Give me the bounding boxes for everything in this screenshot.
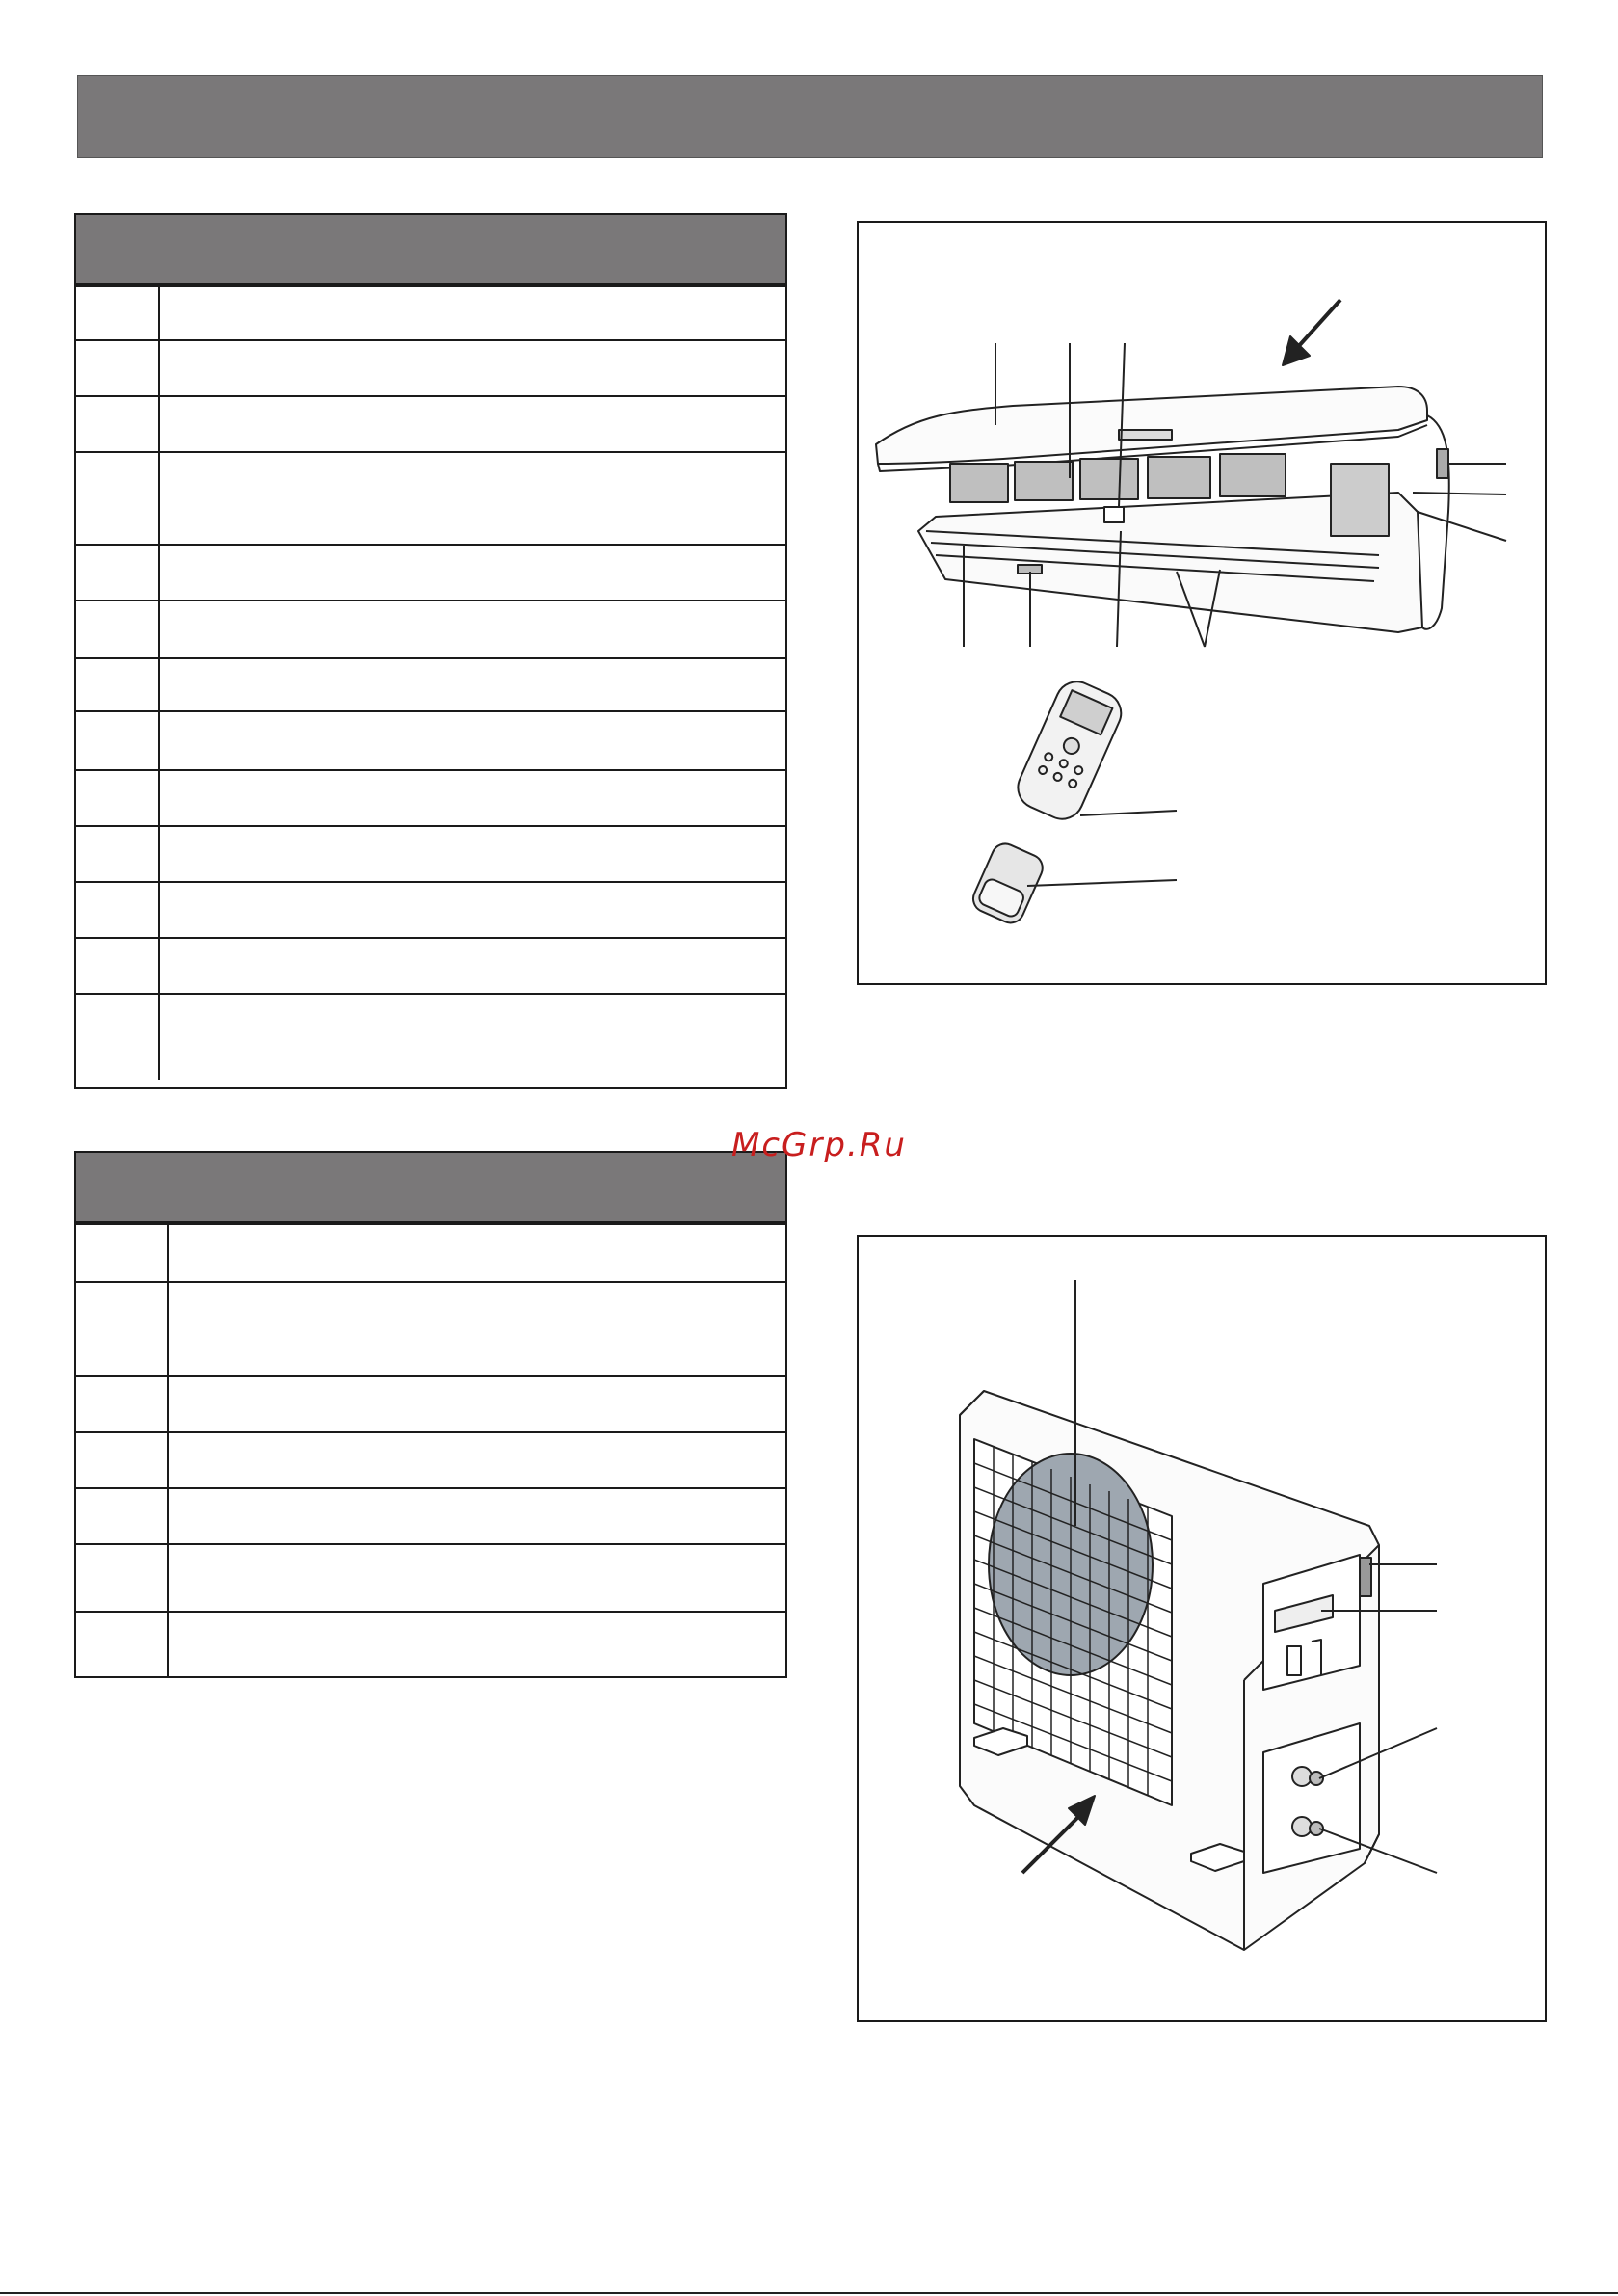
table-row bbox=[76, 600, 785, 657]
row-description-cell bbox=[160, 659, 785, 710]
table-row bbox=[76, 1487, 785, 1543]
remote-control-illustration bbox=[1011, 675, 1127, 825]
table-row bbox=[76, 1611, 785, 1676]
outdoor-unit-illustration bbox=[859, 1237, 1549, 2024]
table-row bbox=[76, 825, 785, 881]
outdoor-parts-table bbox=[74, 1151, 787, 1678]
row-description-cell bbox=[160, 883, 785, 937]
table-row bbox=[76, 395, 785, 451]
outdoor-unit-figure bbox=[857, 1235, 1547, 2022]
row-number-cell bbox=[76, 1433, 169, 1487]
row-number-cell bbox=[76, 397, 160, 451]
row-description-cell bbox=[169, 1433, 785, 1487]
row-description-cell bbox=[160, 601, 785, 657]
row-number-cell bbox=[76, 1545, 169, 1611]
table-row bbox=[76, 1431, 785, 1487]
watermark-text: McGrp.Ru bbox=[731, 1126, 907, 1164]
row-number-cell bbox=[76, 453, 160, 544]
row-number-cell bbox=[76, 939, 160, 993]
row-number-cell bbox=[76, 1377, 169, 1431]
row-number-cell bbox=[76, 712, 160, 769]
table-row bbox=[76, 451, 785, 544]
row-description-cell bbox=[160, 712, 785, 769]
row-number-cell bbox=[76, 601, 160, 657]
row-description-cell bbox=[160, 397, 785, 451]
row-number-cell bbox=[76, 1225, 169, 1281]
row-description-cell bbox=[169, 1489, 785, 1543]
table-row bbox=[76, 1375, 785, 1431]
row-description-cell bbox=[160, 771, 785, 825]
row-description-cell bbox=[160, 995, 785, 1080]
table-row bbox=[76, 937, 785, 993]
table-row bbox=[76, 769, 785, 825]
row-number-cell bbox=[76, 546, 160, 600]
row-number-cell bbox=[76, 659, 160, 710]
table-row bbox=[76, 339, 785, 395]
indoor-parts-table bbox=[74, 213, 787, 1089]
table-row bbox=[76, 993, 785, 1080]
table-row bbox=[76, 881, 785, 937]
remote-holder-illustration bbox=[968, 840, 1047, 927]
row-number-cell bbox=[76, 771, 160, 825]
table-header bbox=[76, 1153, 785, 1223]
indoor-unit-figure bbox=[857, 221, 1547, 985]
row-description-cell bbox=[169, 1283, 785, 1375]
row-description-cell bbox=[169, 1545, 785, 1611]
row-description-cell bbox=[160, 939, 785, 993]
row-number-cell bbox=[76, 883, 160, 937]
row-number-cell bbox=[76, 1613, 169, 1676]
row-description-cell bbox=[169, 1613, 785, 1676]
row-number-cell bbox=[76, 995, 160, 1080]
row-description-cell bbox=[160, 827, 785, 881]
row-number-cell bbox=[76, 1283, 169, 1375]
row-number-cell bbox=[76, 1489, 169, 1543]
table-header bbox=[76, 215, 785, 285]
row-description-cell bbox=[169, 1377, 785, 1431]
table-row bbox=[76, 657, 785, 710]
row-number-cell bbox=[76, 827, 160, 881]
table-row bbox=[76, 285, 785, 339]
row-description-cell bbox=[160, 341, 785, 395]
row-description-cell bbox=[160, 546, 785, 600]
table-row bbox=[76, 1281, 785, 1375]
row-number-cell bbox=[76, 287, 160, 339]
table-row bbox=[76, 1543, 785, 1611]
section-header-bar bbox=[77, 75, 1543, 158]
row-description-cell bbox=[160, 287, 785, 339]
row-description-cell bbox=[160, 453, 785, 544]
table-row bbox=[76, 544, 785, 600]
table-row bbox=[76, 710, 785, 769]
footer-rule bbox=[0, 2292, 1618, 2294]
table-row bbox=[76, 1223, 785, 1281]
row-number-cell bbox=[76, 341, 160, 395]
row-description-cell bbox=[169, 1225, 785, 1281]
indoor-unit-illustration bbox=[859, 223, 1549, 987]
